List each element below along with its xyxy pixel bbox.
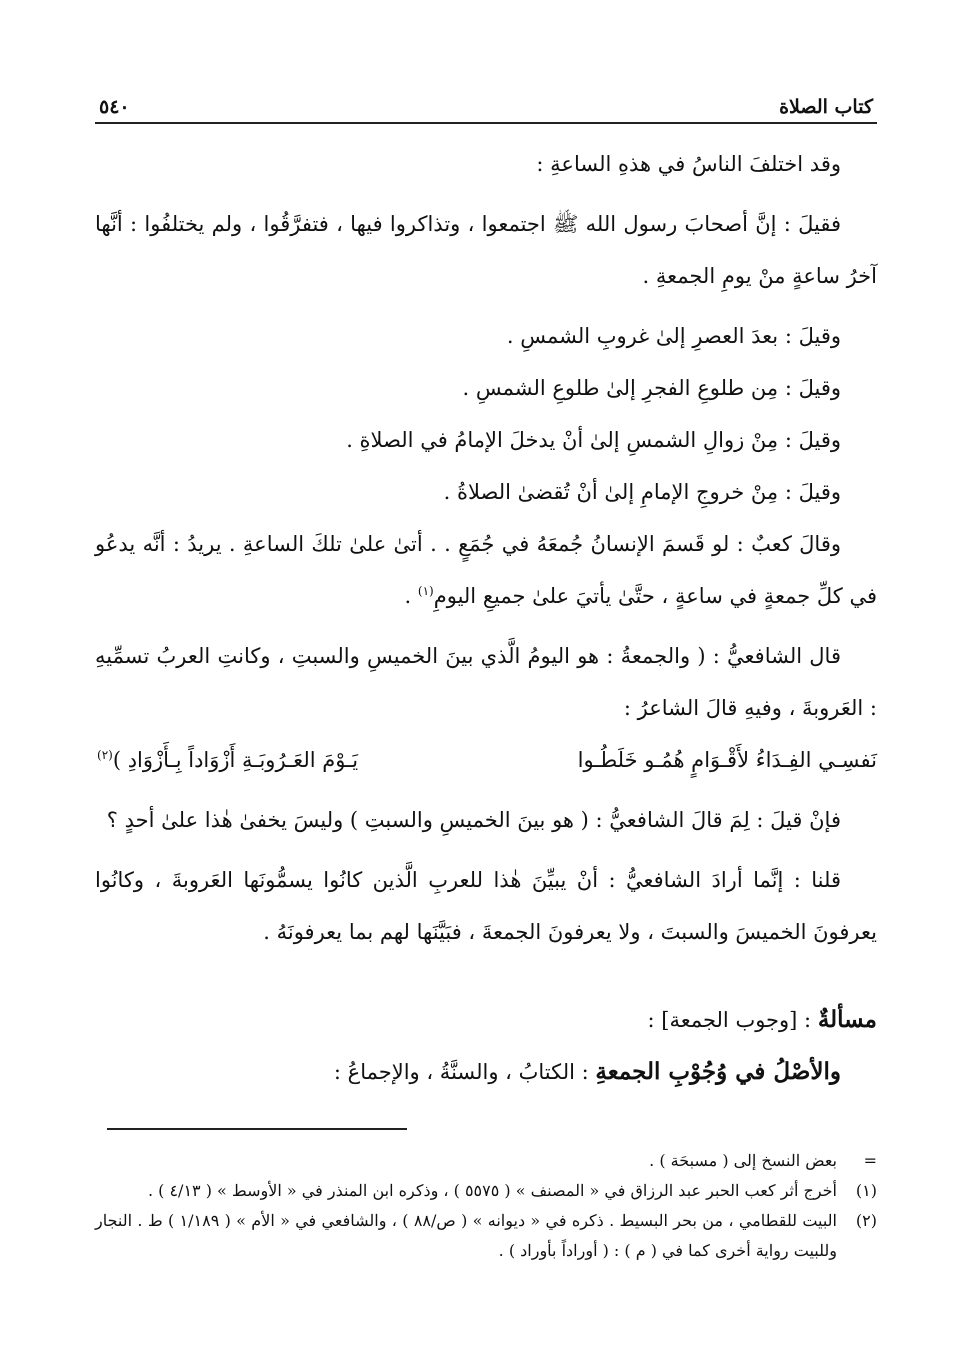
masala-title: : [وجوب الجمعة] : <box>647 1008 812 1032</box>
masala-lead: والأصْلُ في وُجُوْبِ الجمعةِ <box>595 1058 841 1085</box>
footnote <box>95 1206 877 1266</box>
footnote-ref: (١) <box>417 584 434 598</box>
poetry-verse <box>95 734 877 786</box>
footnote-text: بعض النسخ إلى ( مسبحَة ) . <box>649 1151 837 1170</box>
masala-label: مسألةٌ <box>817 1006 877 1033</box>
running-title: كتاب الصلاة <box>779 96 873 118</box>
footnote-text: البيت للقطامي ، من بحر البسيط . ذكره في « ديوانه » ( ص/٨٨ ) ، والشافعي في « الأم » ( ١/١٨٩ ) ط . النجار وللبيت رواية أخرى كما في ( م ) : ( أوراداً بأوراد ) . <box>95 1211 837 1260</box>
paragraph: وقد اختلفَ الناسُ في هذهِ الساعةِ : <box>536 152 841 176</box>
paragraph: فقيلَ : إنَّ أصحابَ رسول الله ﷺ اجتمعوا ، وتذاكروا فيها ، فتفرَّقُوا ، ولم يختلفُوا : أنَّها آخرُ ساعةٍ منْ يومِ الجمعةِ . <box>95 212 877 288</box>
masala-rest: : الكتابُ ، والسنَّةُ ، والإجماعُ : <box>333 1060 589 1084</box>
footnotes <box>95 1146 877 1266</box>
footnote <box>95 1176 877 1206</box>
masala-heading <box>95 994 877 1046</box>
book-page <box>95 80 877 1266</box>
paragraph: وقالَ كعبٌ : لو قَسمَ الإنسانُ جُمعَهُ في جُمَعٍ . . أتىٰ علىٰ تلكَ الساعةِ . يريدُ : أنَّه يدعُو في كلِّ جمعةٍ في ساعةٍ ، حتَّىٰ يأتيَ علىٰ جميعِ اليومِ$^{(١)}$ . <box>95 532 877 608</box>
footnote-number: = <box>863 1151 877 1170</box>
paragraph: وقيلَ : مِنْ زوالِ الشمسِ إلىٰ أنْ يدخلَ الإمامُ في الصلاةِ . <box>346 428 841 452</box>
paragraph <box>95 1046 877 1098</box>
footnote <box>95 1146 877 1176</box>
footnote-divider <box>107 1128 407 1130</box>
paragraph-text: وقالَ كعبٌ : لو قَسمَ الإنسانُ جُمعَهُ في جُمَعٍ . . أتىٰ علىٰ تلكَ الساعةِ . يريدُ : أنَّه يدعُو في كلِّ جمعةٍ في ساعةٍ ، حتَّىٰ يأتيَ علىٰ جميعِ اليومِ <box>95 532 877 608</box>
paragraph: فإنْ قيلَ : لِمَ قالَ الشافعيُّ : ( هو بينَ الخميسِ والسبتِ ) وليسَ يخفىٰ هٰذا علىٰ أحدٍ ؟ <box>106 808 841 832</box>
paragraph: قال الشافعيُّ : ( والجمعةُ : هو اليومُ الَّذي بينَ الخميسِ والسبتِ ، وكانتِ العربُ تسمِّيهِ : العَروبةَ ، وفيهِ قالَ الشاعرُ : <box>95 644 877 720</box>
footnote-number: (٢) <box>855 1211 877 1230</box>
verse-first-hemistich: نَفسِـي الفِـدَاءُ لأَقْـوَامٍ هُمُـو خَلَطُـوا <box>577 748 877 772</box>
paragraph: وقيلَ : مِنْ خروجِ الإمامِ إلىٰ أنْ تُقضىٰ الصلاةُ . <box>443 480 841 504</box>
footnote-number: (١) <box>855 1181 877 1200</box>
footnote-ref: (٢) <box>97 748 113 762</box>
paragraph: وقيلَ : مِن طلوعِ الفجرِ إلىٰ طلوعِ الشمسِ . <box>462 376 841 400</box>
main-text <box>95 138 877 1098</box>
paragraph: قلنا : إنَّما أرادَ الشافعيُّ : أنْ يبيِّنَ هٰذا للعربِ الَّذين كانُوا يسمُّونَها العَروبةَ ، وكانُوا يعرفونَ الخميسَ والسبتَ ، ولا يعرفونَ الجمعةَ ، فبَيَّنَها لهم بما يعرفونَهُ . <box>95 868 877 944</box>
page-header <box>95 80 877 124</box>
page-number: ٥٤٠ <box>99 96 130 118</box>
verse-second-text: يَـوْمَ العَـرُوبَـةِ أَزْوَاداً بِـأَزْوَادِ ) <box>112 748 359 772</box>
verse-second-hemistich <box>97 734 358 786</box>
footnote-text: أخرج أثر كعب الحبر عبد الرزاق في « المصنف » ( ٥٥٧٥ ) ، وذكره ابن المنذر في « الأوسط » ( ٤/١٣ ) . <box>147 1181 837 1200</box>
paragraph: وقيلَ : بعدَ العصرِ إلىٰ غروبِ الشمسِ . <box>506 324 841 348</box>
